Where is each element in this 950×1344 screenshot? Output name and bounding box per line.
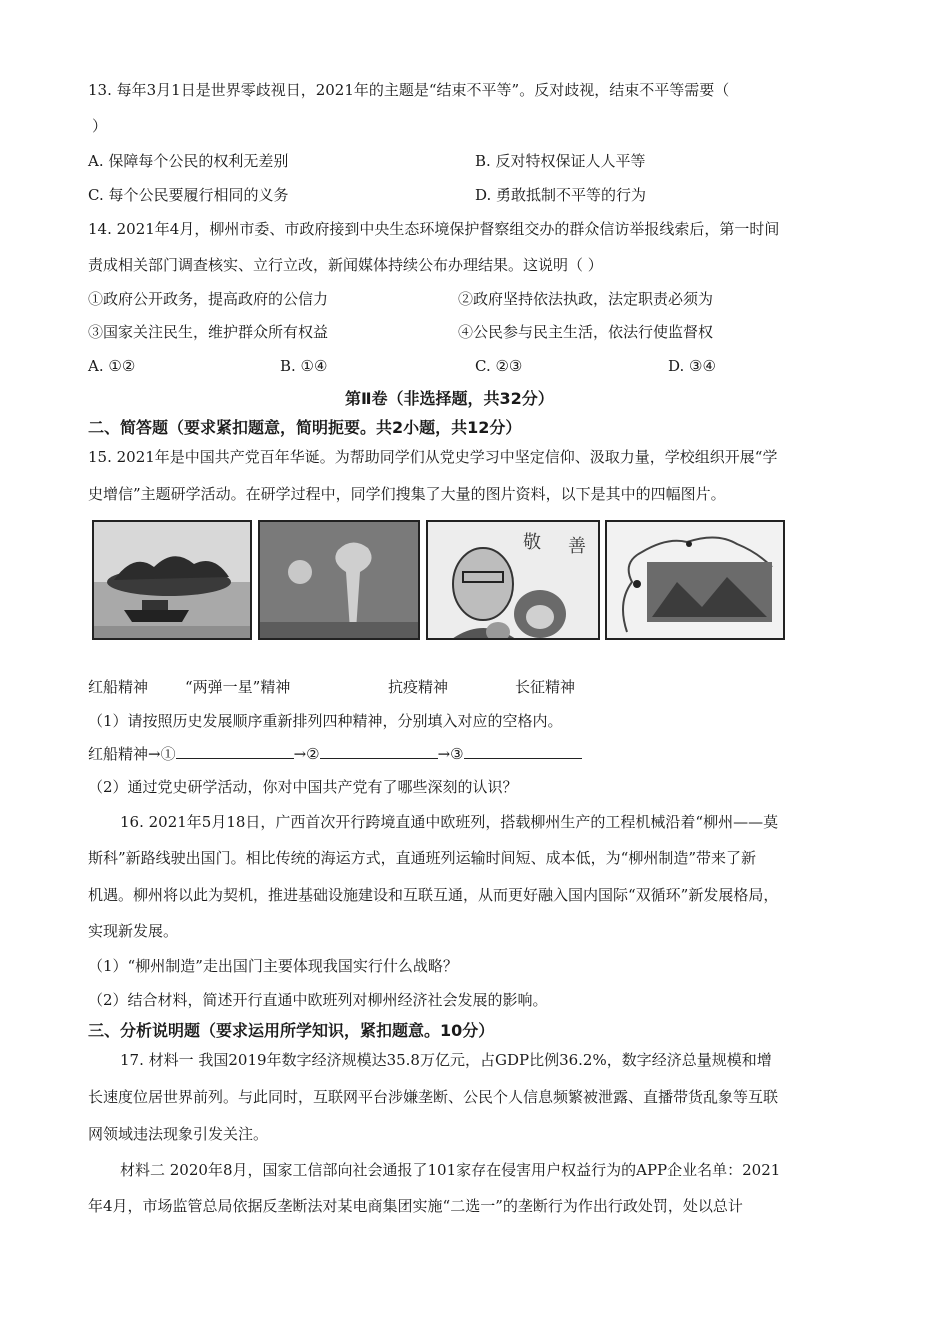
- photo-label-red-boat: 红船精神: [88, 678, 149, 696]
- q16-sub1: （1）“柳州制造”走出国门主要体现我国实行什么战略？: [88, 957, 458, 975]
- q17-line4: 材料二 2020年8月，国家工信部向社会通报了101家存在侵害用户权益行为的APP企业名单：2021: [120, 1161, 781, 1179]
- q13-option-d: D. 勇敢抵制不平等的行为: [475, 186, 647, 204]
- anti-epidemic-photo: [426, 520, 600, 640]
- q13-option-b: B. 反对特权保证人人平等: [475, 152, 646, 170]
- section2-title: 二、简答题（要求紧扣题意，简明扼要。共2小题，共12分）: [88, 418, 522, 437]
- photo-label-two-bombs: “两弹一星”精神: [185, 678, 291, 696]
- answer-blank-3[interactable]: [464, 744, 582, 759]
- q16-line2: 斯科”新路线驶出国门。相比传统的海运方式，直通班列运输时间短、成本低，为“柳州制造”带来了新: [88, 849, 757, 867]
- q14-option-b: B. ①④: [280, 357, 328, 375]
- sequence-start: 红船精神→①: [88, 745, 176, 763]
- long-march-photo: [605, 520, 785, 640]
- answer-blank-2[interactable]: [320, 744, 438, 759]
- q13-stem-line2: ）: [92, 117, 108, 135]
- photo-calligraphy-1: 敬: [523, 532, 541, 553]
- atomic-test-photo: [258, 520, 420, 640]
- q14-stem-line2: 责成相关部门调查核实、立行立改，新闻媒体持续公布办理结果。这说明（ ）: [88, 256, 603, 274]
- sequence-arrow-2: →②: [293, 745, 320, 763]
- q15-sub1: （1）请按照历史发展顺序重新排列四种精神，分别填入对应的空格内。: [88, 712, 563, 730]
- q14-option-d: D. ③④: [668, 357, 716, 375]
- q13-stem-line1: 13. 每年3月1日是世界零歧视日，2021年的主题是“结束不平等”。反对歧视，结束不平等需要（: [88, 81, 730, 99]
- q14-item-2: ②政府坚持依法执政，法定职责必须为: [458, 290, 714, 308]
- q15-sequence: [88, 744, 582, 764]
- q15-stem-line2: 史增信”主题研学活动。在研学过程中，同学们搜集了大量的图片资料，以下是其中的四幅图片。: [88, 485, 726, 503]
- answer-blank-1[interactable]: [176, 744, 294, 759]
- q16-line1: 16. 2021年5月18日，广西首次开行跨境直通中欧班列，搭载柳州生产的工程机械沿着“柳州——莫: [120, 813, 779, 831]
- q14-item-3: ③国家关注民生，维护群众所有权益: [88, 323, 329, 341]
- q13-option-a: A. 保障每个公民的权利无差别: [88, 152, 289, 170]
- q16-sub2: （2）结合材料，简述开行直通中欧班列对柳州经济社会发展的影响。: [88, 991, 548, 1009]
- q17-line1: 17. 材料一 我国2019年数字经济规模达35.8万亿元，占GDP比例36.2%，数字经济总量规模和增: [120, 1051, 772, 1069]
- q15-stem-line1: 15. 2021年是中国共产党百年华诞。为帮助同学们从党史学习中坚定信仰、汲取力量，学校组织开展“学: [88, 448, 778, 466]
- q14-item-1: ①政府公开政务，提高政府的公信力: [88, 290, 329, 308]
- q17-line2: 长速度位居世界前列。与此同时，互联网平台涉嫌垄断、公民个人信息频繁被泄露、直播带货乱象等互联: [88, 1088, 779, 1106]
- q14-option-c: C. ②③: [475, 357, 523, 375]
- q14-stem-line1: 14. 2021年4月，柳州市委、市政府接到中央生态环境保护督察组交办的群众信访举报线索后，第一时间: [88, 220, 780, 238]
- photo-label-anti-epidemic: 抗疫精神: [388, 678, 449, 696]
- q16-line4: 实现新发展。: [88, 922, 179, 940]
- section3-title: 三、分析说明题（要求运用所学知识，紧扣题意。10分）: [88, 1021, 495, 1040]
- q17-line3: 网领域违法现象引发关注。: [88, 1125, 269, 1143]
- sequence-arrow-3: →③: [437, 745, 464, 763]
- part2-title: 第Ⅱ卷（非选择题，共32分）: [345, 389, 554, 408]
- q16-line3: 机遇。柳州将以此为契机，推进基础设施建设和互联互通，从而更好融入国内国际“双循环”新发展格局，: [88, 886, 779, 904]
- q13-option-c: C. 每个公民要履行相同的义务: [88, 186, 289, 204]
- photo-calligraphy-2: 善: [568, 536, 586, 557]
- photo-label-long-march: 长征精神: [515, 678, 576, 696]
- q15-sub2: （2）通过党史研学活动，你对中国共产党有了哪些深刻的认识？: [88, 778, 518, 796]
- red-boat-photo: [92, 520, 252, 640]
- q14-option-a: A. ①②: [88, 357, 136, 375]
- q14-item-4: ④公民参与民主生活，依法行使监督权: [458, 323, 714, 341]
- q17-line5: 年4月，市场监管总局依据反垄断法对某电商集团实施“二选一”的垄断行为作出行政处罚，处以总计: [88, 1197, 743, 1215]
